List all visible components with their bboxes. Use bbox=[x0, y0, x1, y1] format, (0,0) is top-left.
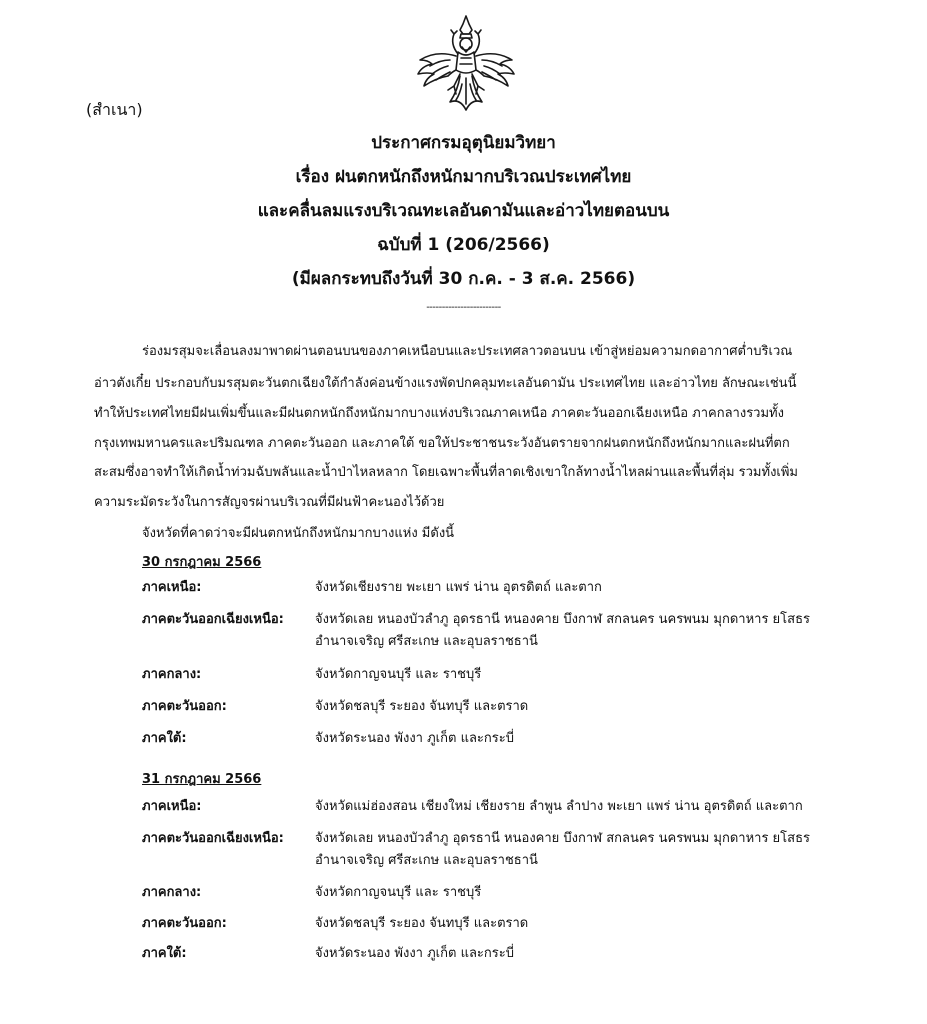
region-label: ภาคกลาง: bbox=[142, 885, 202, 900]
region-provinces-cont: อำนาจเจริญ ศรีสะเกษ และอุบลราชธานี bbox=[315, 634, 538, 649]
copy-label: (สำเนา) bbox=[86, 100, 143, 119]
region-provinces: จังหวัดกาญจนบุรี และ ราชบุรี bbox=[315, 885, 482, 900]
region-label: ภาคตะวันออกเฉียงเหนือ: bbox=[142, 831, 284, 846]
region-label: ภาคเหนือ: bbox=[142, 580, 202, 595]
region-label: ภาคตะวันออก: bbox=[142, 916, 227, 931]
region-provinces: จังหวัดระนอง พังงา ภูเก็ต และกระบี่ bbox=[315, 731, 514, 746]
announcement-title: ประกาศกรมอุตุนิยมวิทยา bbox=[371, 133, 556, 153]
region-provinces: จังหวัดกาญจนบุรี และ ราชบุรี bbox=[315, 667, 482, 682]
region-label: ภาคเหนือ: bbox=[142, 799, 202, 814]
announcement-subject: เรื่อง ฝนตกหนักถึงหนักมากบริเวณประเทศไทย bbox=[295, 167, 632, 187]
region-label: ภาคตะวันออกเฉียงเหนือ: bbox=[142, 612, 284, 627]
region-provinces: จังหวัดเชียงราย พะเยา แพร่ น่าน อุตรดิตถ์ และตาก bbox=[315, 580, 602, 595]
region-provinces: จังหวัดเลย หนองบัวลำภู อุดรธานี หนองคาย บึงกาฬ สกลนคร นครพนม มุกดาหาร ยโสธร bbox=[315, 612, 811, 627]
region-provinces: จังหวัดระนอง พังงา ภูเก็ต และกระบี่ bbox=[315, 946, 514, 961]
announcement-effective-dates: (มีผลกระทบถึงวันที่ 30 ก.ค. - 3 ส.ค. 2566) bbox=[291, 269, 636, 289]
region-label: ภาคใต้: bbox=[142, 946, 187, 961]
region-label: ภาคกลาง: bbox=[142, 667, 202, 682]
body-line: อ่าวตังเกี๋ย ประกอบกับมรสุมตะวันตกเฉียงใต้กำลังค่อนข้างแรงพัดปกคลุมทะเลอันดามัน ประเทศไทย และอ่าวไทย ลักษณะเช่นนี้ bbox=[94, 376, 797, 391]
announcement-subject-cont: และคลื่นลมแรงบริเวณทะเลอันดามันและอ่าวไทยตอนบน bbox=[257, 201, 670, 221]
forecast-date: 30 กรกฎาคม 2566 bbox=[142, 555, 262, 570]
body-line: ทำให้ประเทศไทยมีฝนเพิ่มขึ้นและมีฝนตกหนักถึงหนักมากบางแห่งบริเวณภาคเหนือ ภาคตะวันออกเฉียงเหนือ ภาคกลางรวมทั้ง bbox=[94, 406, 784, 421]
body-line: กรุงเทพมหานครและปริมณฑล ภาคตะวันออก และภาคใต้ ขอให้ประชาชนระวังอันตรายจากฝนตกหนักถึงหนักมากและฝนที่ตก bbox=[94, 436, 790, 451]
region-provinces: จังหวัดแม่ฮ่องสอน เชียงใหม่ เชียงราย ลำพูน ลำปาง พะเยา แพร่ น่าน อุตรดิตถ์ และตาก bbox=[315, 799, 803, 814]
region-provinces-cont: อำนาจเจริญ ศรีสะเกษ และอุบลราชธานี bbox=[315, 853, 538, 868]
forecast-date: 31 กรกฎาคม 2566 bbox=[142, 772, 262, 787]
region-provinces: จังหวัดชลบุรี ระยอง จันทบุรี และตราด bbox=[315, 916, 529, 931]
province-list-intro: จังหวัดที่คาดว่าจะมีฝนตกหนักถึงหนักมากบางแห่ง มีดังนี้ bbox=[142, 526, 455, 541]
region-label: ภาคใต้: bbox=[142, 731, 187, 746]
region-label: ภาคตะวันออก: bbox=[142, 699, 227, 714]
region-provinces: จังหวัดเลย หนองบัวลำภู อุดรธานี หนองคาย บึงกาฬ สกลนคร นครพนม มุกดาหาร ยโสธร bbox=[315, 831, 811, 846]
body-line: ความระมัดระวังในการสัญจรผ่านบริเวณที่มีฝนฟ้าคะนองไว้ด้วย bbox=[94, 495, 445, 510]
header-separator: ------------------------ bbox=[426, 302, 501, 313]
body-line: ร่องมรสุมจะเลื่อนลงมาพาดผ่านตอนบนของภาคเหนือบนและประเทศลาวตอนบน เข้าสู่หย่อมความกดอากาศต่ำบริเวณ bbox=[142, 344, 793, 359]
announcement-issue-number: ฉบับที่ 1 (206/2566) bbox=[377, 235, 550, 255]
region-provinces: จังหวัดชลบุรี ระยอง จันทบุรี และตราด bbox=[315, 699, 529, 714]
body-line: สะสมซึ่งอาจทำให้เกิดน้ำท่วมฉับพลันและน้ำป่าไหลหลาก โดยเฉพาะพื้นที่ลาดเชิงเขาใกล้ทางน้ำไหลผ่านและพื้นที่ลุ่ม รวมทั้งเพิ่ม bbox=[94, 465, 798, 480]
garuda-emblem-icon bbox=[414, 14, 518, 114]
